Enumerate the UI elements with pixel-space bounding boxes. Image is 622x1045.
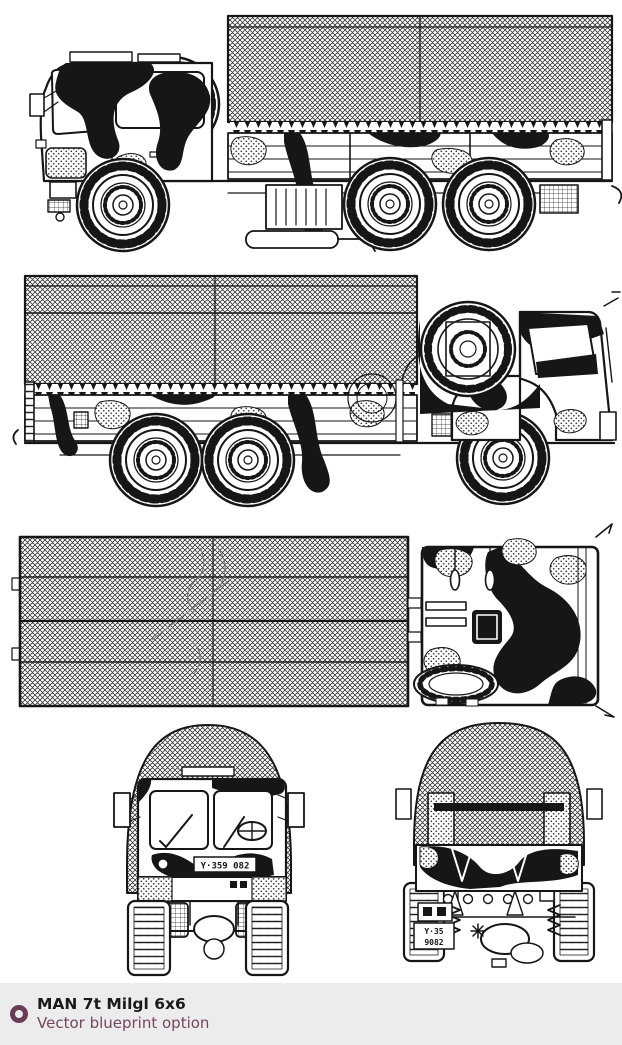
cargo-tarp xyxy=(228,16,612,122)
rear-board xyxy=(25,382,34,442)
rear-tow-hook xyxy=(13,430,18,444)
bumper-step xyxy=(50,182,76,198)
roof-ladder xyxy=(426,602,466,610)
rear-wheel-1 xyxy=(110,414,202,506)
caption-bar xyxy=(0,983,622,1045)
rear-tow-hook xyxy=(612,186,621,203)
roof-vent xyxy=(182,767,234,776)
mirror-right xyxy=(587,789,602,819)
license-plate-rear-line2: 9082 xyxy=(424,938,444,947)
spare-wheel xyxy=(421,302,515,396)
bed-cab-link xyxy=(408,632,421,642)
cargo-tarp xyxy=(25,276,417,384)
rear-wheel-2 xyxy=(443,158,535,250)
tarp-post-left xyxy=(428,793,454,845)
mirror-left xyxy=(114,793,130,827)
tarp-bar xyxy=(434,803,564,811)
muffler xyxy=(246,231,338,248)
caption-text-block xyxy=(37,995,209,1033)
slatted-toolbox xyxy=(266,185,342,229)
tow-hook xyxy=(56,213,64,221)
tarp-lashing xyxy=(27,384,415,395)
front-rear-views-drawing xyxy=(0,715,622,983)
fuel-tank xyxy=(46,148,86,178)
license-plate-rear-line1: Y·35 xyxy=(424,927,444,936)
front-bumper xyxy=(600,412,616,440)
headlight xyxy=(36,140,46,148)
tarp-lashing xyxy=(230,122,610,133)
blueprint-title: MAN 7t Milgl 6x6 xyxy=(37,994,186,1013)
tarp-post-right xyxy=(544,793,570,845)
side-view-right-drawing xyxy=(0,0,622,262)
front-view xyxy=(114,725,304,975)
mirror-right xyxy=(288,793,304,827)
blueprint-option-link[interactable]: Vector blueprint option xyxy=(37,1014,210,1033)
mirror xyxy=(30,94,44,116)
license-plate-front-text: Y·359 082 xyxy=(200,861,250,872)
rear-wheel-2 xyxy=(202,414,294,506)
toolbox xyxy=(540,185,578,213)
exhaust-stack xyxy=(396,380,403,442)
tailgate xyxy=(416,845,582,891)
top-view-drawing xyxy=(0,520,622,718)
taillight-cluster xyxy=(418,903,452,921)
side-view-left-drawing xyxy=(0,262,622,520)
hub-star xyxy=(471,924,485,938)
tarp-top xyxy=(12,537,408,706)
rear-view xyxy=(396,723,602,967)
bed-cab-link xyxy=(408,598,421,608)
mirror xyxy=(451,570,460,590)
windshield-left xyxy=(150,791,208,849)
mirror-left xyxy=(396,789,411,819)
cab-roof xyxy=(414,524,614,717)
speed-badge xyxy=(158,859,168,869)
rear-wheel-1 xyxy=(344,158,436,250)
option-ring-icon[interactable] xyxy=(10,1005,28,1023)
mirror xyxy=(486,570,495,590)
tow-coupling xyxy=(492,959,506,967)
front-wheel xyxy=(77,159,169,251)
bumper xyxy=(138,877,286,901)
steering-wheel xyxy=(238,822,266,840)
license-plate-rear xyxy=(414,923,454,949)
